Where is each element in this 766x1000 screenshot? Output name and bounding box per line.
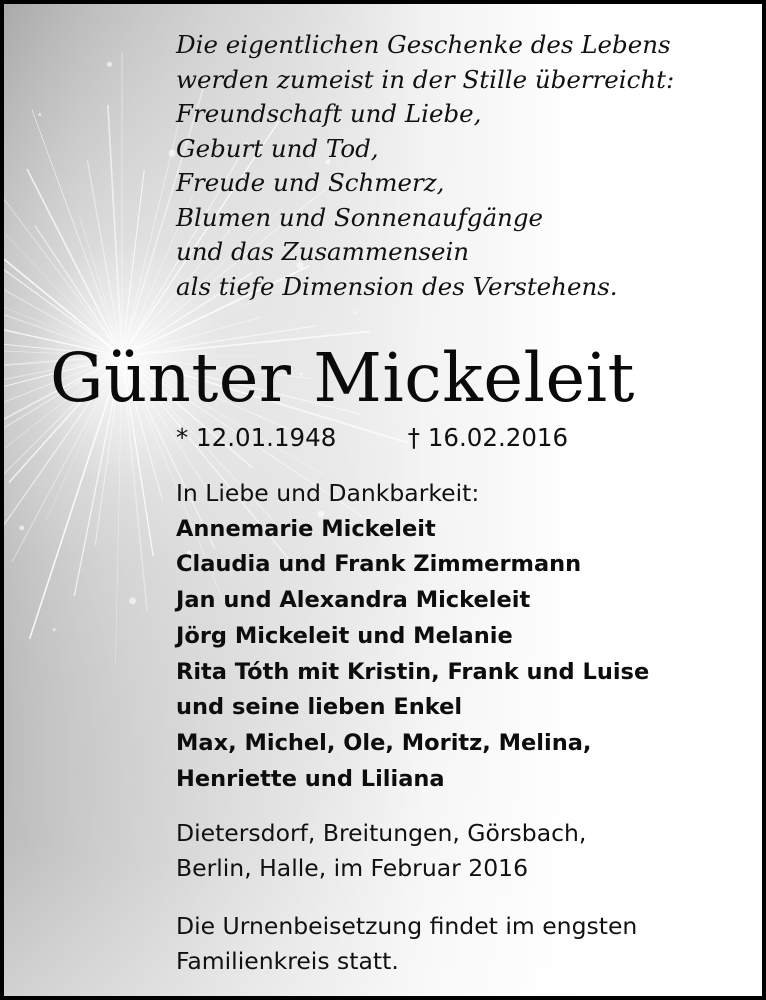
poem-line: Blumen und Sonnenaufgänge bbox=[176, 202, 544, 232]
places-and-date bbox=[176, 816, 756, 886]
burial-line: Die Urnenbeisetzung findet im engsten bbox=[176, 912, 638, 940]
death-date: † 16.02.2016 bbox=[407, 423, 569, 452]
place-line: Dietersdorf, Breitungen, Görsbach, bbox=[176, 819, 587, 847]
mourner-line: Jörg Mickeleit und Melanie bbox=[176, 622, 513, 649]
mourner-line: Henriette und Liliana bbox=[176, 765, 445, 792]
mourners-list bbox=[176, 476, 756, 797]
poem-line: Geburt und Tod, bbox=[176, 133, 379, 163]
mourners-intro: In Liebe und Dankbarkeit: bbox=[176, 479, 480, 507]
mourner-line: Rita Tóth mit Kristin, Frank und Luise bbox=[176, 658, 650, 685]
poem-line: als tiefe Dimension des Verstehens. bbox=[176, 271, 618, 301]
life-dates bbox=[176, 422, 736, 454]
place-line: Berlin, Halle, im Februar 2016 bbox=[176, 854, 529, 882]
poem bbox=[176, 28, 756, 304]
burial-note bbox=[176, 909, 756, 979]
poem-line: werden zumeist in der Stille überreicht: bbox=[176, 64, 675, 94]
poem-line: Freude und Schmerz, bbox=[176, 168, 445, 197]
deceased-name: Günter Mickeleit bbox=[50, 339, 635, 417]
mourner-line: Annemarie Mickeleit bbox=[176, 515, 436, 542]
mourner-line: Claudia und Frank Zimmermann bbox=[176, 551, 582, 578]
poem-line: Die eigentlichen Geschenke des Lebens bbox=[176, 30, 671, 59]
poem-line: Freundschaft und Liebe, bbox=[176, 99, 482, 128]
burial-line: Familienkreis statt. bbox=[176, 947, 399, 975]
mourner-line: Max, Michel, Ole, Moritz, Melina, bbox=[176, 729, 592, 756]
poem-line: und das Zusammensein bbox=[176, 237, 470, 266]
notice-content bbox=[4, 4, 766, 1000]
mourner-line: und seine lieben Enkel bbox=[176, 694, 463, 721]
birth-date: * 12.01.1948 bbox=[176, 423, 337, 452]
mourner-line: Jan und Alexandra Mickeleit bbox=[176, 587, 531, 614]
